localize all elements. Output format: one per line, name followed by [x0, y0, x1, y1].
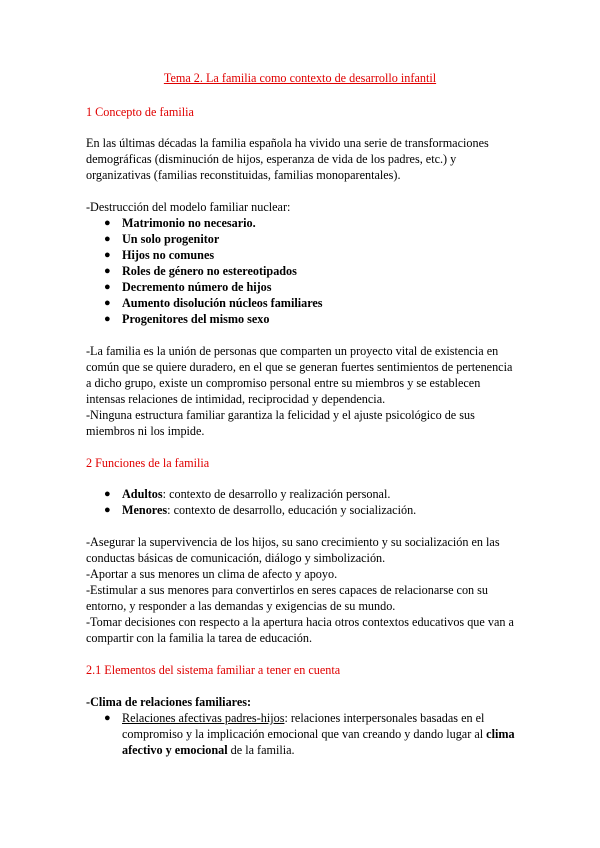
funciones-text-line-4: -Estimular a sus menores para convertirlos en seres capaces de relacionarse con su [86, 583, 489, 597]
bullet-icon: ● [104, 233, 111, 245]
bullet-icon: ● [104, 712, 111, 724]
destruccion-item: Roles de género no estereotipados [122, 264, 297, 278]
bullet-icon: ● [104, 249, 111, 261]
funciones-text-line-6: -Tomar decisiones con respecto a la apertura hacia otros contextos educativos que van a [86, 615, 514, 629]
intro-line-1: En las últimas décadas la familia española ha vivido una serie de transformaciones [86, 136, 489, 150]
funciones-text-line-2: conductas básicas de comunicación, diálogo y simbolización. [86, 551, 386, 565]
definicion-line-5: -Ninguna estructura familiar garantiza la felicidad y el ajuste psicológico de sus [86, 408, 475, 422]
destruccion-item: Matrimonio no necesario. [122, 216, 256, 230]
page-title: Tema 2. La familia como contexto de desarrollo infantil [163, 71, 437, 85]
bullet-icon: ● [104, 297, 111, 309]
destruccion-item: Decremento número de hijos [122, 280, 272, 294]
funciones-text-line-3: -Aportar a sus menores un clima de afecto y apoyo. [86, 567, 338, 581]
destruccion-item: Progenitores del mismo sexo [122, 312, 270, 326]
definicion-line-4: intensas relaciones de intimidad, reciprocidad y dependencia. [86, 392, 386, 406]
destruccion-item: Aumento disolución núcleos familiares [122, 296, 323, 310]
bullet-icon: ● [104, 504, 111, 516]
destruccion-label: -Destrucción del modelo familiar nuclear: [86, 200, 291, 214]
definicion-line-2: común que se quiere duradero, en el que se generan fuertes sentimientos de pertenencia [86, 360, 513, 374]
bullet-icon: ● [104, 217, 111, 229]
bullet-icon: ● [104, 488, 111, 500]
funcion-item-adultos: Adultos: contexto de desarrollo y realización personal. [122, 487, 391, 501]
funciones-text-line-7: compartir con la familia la tarea de educación. [86, 631, 313, 645]
intro-line-2: demográficas (disminución de hijos, esperanza de vida de los padres, etc.) y [86, 152, 457, 166]
funcion-item-menores: Menores: contexto de desarrollo, educación y socialización. [122, 503, 417, 517]
bullet-icon: ● [104, 281, 111, 293]
section-heading-elementos: 2.1 Elementos del sistema familiar a tener en cuenta [86, 663, 341, 677]
clima-item-line-3: afectivo y emocional de la familia. [122, 743, 295, 757]
section-heading-funciones: 2 Funciones de la familia [86, 456, 210, 470]
definicion-line-3: a dicho grupo, existe un compromiso personal entre su miembros y se establecen [86, 376, 481, 390]
definicion-line-1: -La familia es la unión de personas que comparten un proyecto vital de existencia en [86, 344, 499, 358]
funciones-text-line-5: entorno, y responder a las demandas y exigencias de su mundo. [86, 599, 396, 613]
bullet-icon: ● [104, 313, 111, 325]
definicion-line-6: miembros ni los impide. [86, 424, 205, 438]
destruccion-item: Un solo progenitor [122, 232, 220, 246]
clima-item-line-2: compromiso y la implicación emocional que van creando y dando lugar al clima [122, 727, 515, 741]
clima-item-line-1: Relaciones afectivas padres-hijos: relaciones interpersonales basadas en el [122, 711, 485, 725]
destruccion-item: Hijos no comunes [122, 248, 215, 262]
intro-line-3: organizativas (familias reconstituidas, familias monoparentales). [86, 168, 401, 182]
clima-label: -Clima de relaciones familiares: [86, 695, 252, 709]
section-heading-concepto: 1 Concepto de familia [86, 105, 194, 119]
funciones-text-line-1: -Asegurar la supervivencia de los hijos, su sano crecimiento y su socialización en las [86, 535, 500, 549]
bullet-icon: ● [104, 265, 111, 277]
